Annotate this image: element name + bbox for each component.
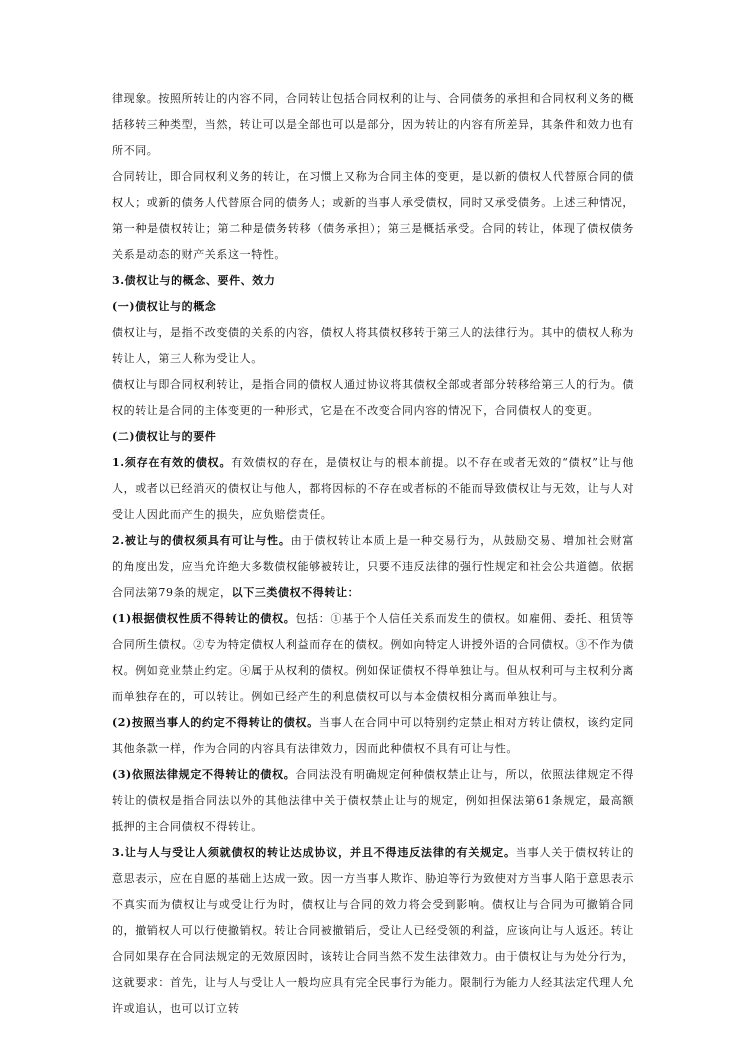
paragraph-contract-right-transfer: 债权让与即合同权利转让，是指合同的债权人通过协议将其债权全部或者部分转移给第三人的行为。债权的转让是合同的主体变更的一种形式，它是在不改变合同内容的情况下，合同债权人的变更。 xyxy=(112,378,634,417)
requirement-1 xyxy=(112,450,634,528)
section-heading-3: 3.债权让与的概念、要件、效力 xyxy=(112,274,276,287)
requirement-2-tail: 以下三类债权不得转让： xyxy=(231,586,360,599)
requirement-2 xyxy=(112,528,634,606)
requirement-1-text: 有效债权的存在，是债权让与的根本前提。以不存在或者无效的“债权”让与他人，或者以已经消灭的债权让与他人，都将因标的不存在或者标的不能而导致债权让与无效，让与人对受让人因此而产生的损失，应负赔偿责任。 xyxy=(112,456,634,521)
requirement-3 xyxy=(112,840,634,1022)
item-3 xyxy=(112,762,634,840)
requirement-1-lead: 1.须存在有效的债权。 xyxy=(112,456,232,469)
requirement-2-text: 由于债权转让本质上是一种交易行为，从鼓励交易、增加社会财富的角度出发，应当允许绝大多数债权能够被转让，只要不违反法律的强行性规定和社会公共道德。依据合同法第79条的规定， xyxy=(112,534,634,599)
paragraph-definition: 债权让与，是指不改变债的关系的内容，债权人将其债权移转于第三人的法律行为。其中的债权人称为转让人，第三人称为受让人。 xyxy=(112,326,634,365)
requirement-3-lead: 3.让与人与受让人须就债权的转让达成协议，并且不得违反法律的有关规定。 xyxy=(112,846,516,859)
item-2-lead: (2)按照当事人的约定不得转让的债权。 xyxy=(112,716,319,729)
paragraph-1: 律现象。按照所转让的内容不同，合同转让包括合同权利的让与、合同债务的承担和合同权利义务的概括移转三种类型，当然，转让可以是全部也可以是部分，因为转让的内容有所差异，其条件和效力也有所不同。 xyxy=(112,92,634,157)
requirement-2-lead: 2.被让与的债权须具有可让与性。 xyxy=(112,534,291,547)
document-page xyxy=(112,86,634,1022)
paragraph-2: 合同转让，即合同权利义务的转让，在习惯上又称为合同主体的变更，是以新的债权人代替原合同的债权人；或新的债务人代替原合同的债务人；或新的当事人承受债权，同时又承受债务。上述三种情况，第一种是债权转让；第二种是债务转移（债务承担）；第三是概括承受。合同的转让，体现了债权债务关系是动态的财产关系这一特性。 xyxy=(112,170,634,261)
item-2-text: 当事人在合同中可以特别约定禁止相对方转让债权，该约定同其他条款一样，作为合同的内容具有法律效力，因而此种债权不具有可让与性。 xyxy=(112,716,634,755)
item-1-lead: (1)根据债权性质不得转让的债权。 xyxy=(112,612,296,625)
item-2 xyxy=(112,710,634,762)
subheading-requirements: (二)债权让与的要件 xyxy=(112,430,217,443)
requirement-3-text: 当事人关于债权转让的意思表示，应在自愿的基础上达成一致。因一方当事人欺诈、胁迫等行为致使对方当事人陷于意思表示不真实而为债权让与或受让行为时，债权让与合同的效力将会受到影响。债权让与合同为可撤销合同的，撤销权人可以行使撤销权。转让合同被撤销后，受让人已经受领的利益，应该向让与人返还。转让合同如果存在合同法规定的无效原因时，该转让合同当然不发生法律效力。由于债权让与为处分行为，这就要求：首先，让与人与受让人一般均应具有完全民事行为能力。限制行为能力人经其法定代理人允许或追认，也可以订立转 xyxy=(112,846,634,1015)
item-3-lead: (3)依照法律规定不得转让的债权。 xyxy=(112,768,296,781)
item-1 xyxy=(112,606,634,710)
subheading-concept: (一)债权让与的概念 xyxy=(112,300,217,313)
item-3-text: 合同法没有明确规定何种债权禁止让与，所以，依照法律规定不得转让的债权是指合同法以外的其他法律中关于债权禁止让与的规定，例如担保法第61条规定，最高额抵押的主合同债权不得转让。 xyxy=(112,768,635,833)
item-1-text: 包括：①基于个人信任关系而发生的债权。如雇佣、委托、租赁等合同所生债权。②专为特定债权人利益而存在的债权。例如向特定人讲授外语的合同债权。③不作为债权。例如竞业禁止约定。④属于从权利的债权。例如保证债权不得单独让与。但从权利可与主权利分离而单独存在的，可以转让。例如已经产生的利息债权可以与本金债权相分离而单独让与。 xyxy=(112,612,635,703)
